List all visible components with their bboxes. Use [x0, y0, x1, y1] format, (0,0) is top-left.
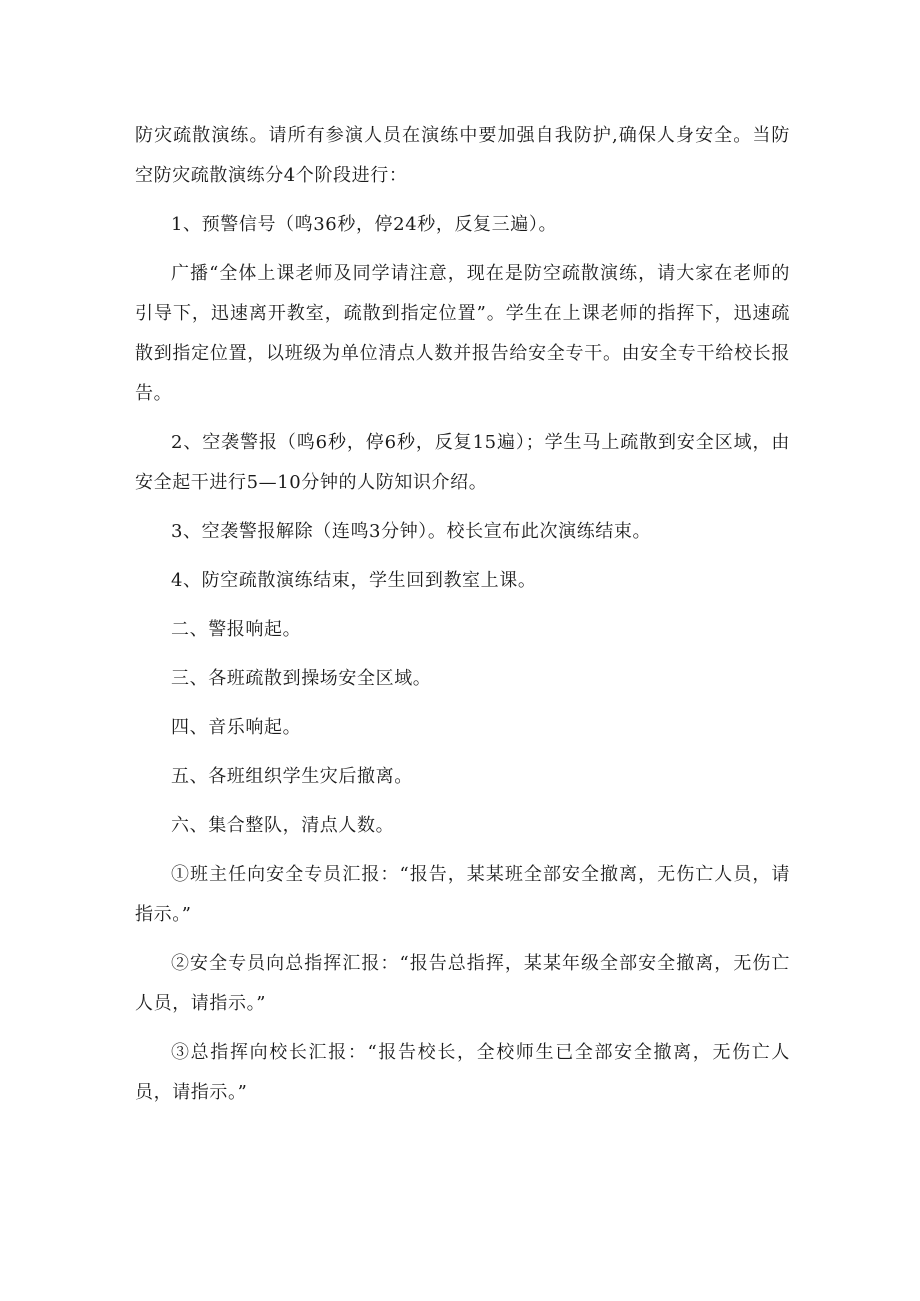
- paragraph-stage-4: 4、防空疏散演练结束，学生回到教室上课。: [171, 570, 537, 591]
- paragraph-step-2: 二、警报响起。: [171, 619, 302, 640]
- paragraph-step-6: 六、集合整队，清点人数。: [171, 815, 395, 836]
- paragraph-report-3: ③总指挥向校长汇报：“报告校长，全校师生已全部安全撤离，无伤亡人员，请指示。”: [135, 1042, 790, 1103]
- paragraph-step-5: 五、各班组织学生灾后撤离。: [171, 766, 413, 787]
- paragraph-broadcast: 广播“全体上课老师及同学请注意，现在是防空疏散演练，请大家在老师的引导下，迅速离开教室，疏散到指定位置”。学生在上课老师的指挥下，迅速疏散到指定位置，以班级为单位清点人数并报告给安全专干。由安全专干给校长报告。: [135, 263, 790, 404]
- paragraph-step-4: 四、音乐响起。: [171, 717, 302, 738]
- paragraph-step-3: 三、各班疏散到操场安全区域。: [171, 668, 432, 689]
- paragraph-intro: 防灾疏散演练。请所有参演人员在演练中要加强自我防护,确保人身安全。当防空防灾疏散演练分4个阶段进行：: [135, 125, 790, 186]
- paragraph-stage-3: 3、空袭警报解除（连鸣3分钟）。校长宣布此次演练结束。: [171, 521, 652, 542]
- paragraph-report-2: ②安全专员向总指挥汇报：“报告总指挥，某某年级全部安全撤离，无伤亡人员，请指示。”: [135, 953, 790, 1014]
- paragraph-stage-2: 2、空袭警报（鸣6秒，停6秒，反复15遍）；学生马上疏散到安全区域，由安全起干进行5—10分钟的人防知识介绍。: [135, 432, 790, 493]
- paragraph-stage-1: 1、预警信号（鸣36秒，停24秒，反复三遍）。: [171, 214, 558, 235]
- document-body: [135, 116, 790, 1122]
- paragraph-report-1: ①班主任向安全专员汇报：“报告，某某班全部安全撤离，无伤亡人员，请指示。”: [135, 864, 790, 925]
